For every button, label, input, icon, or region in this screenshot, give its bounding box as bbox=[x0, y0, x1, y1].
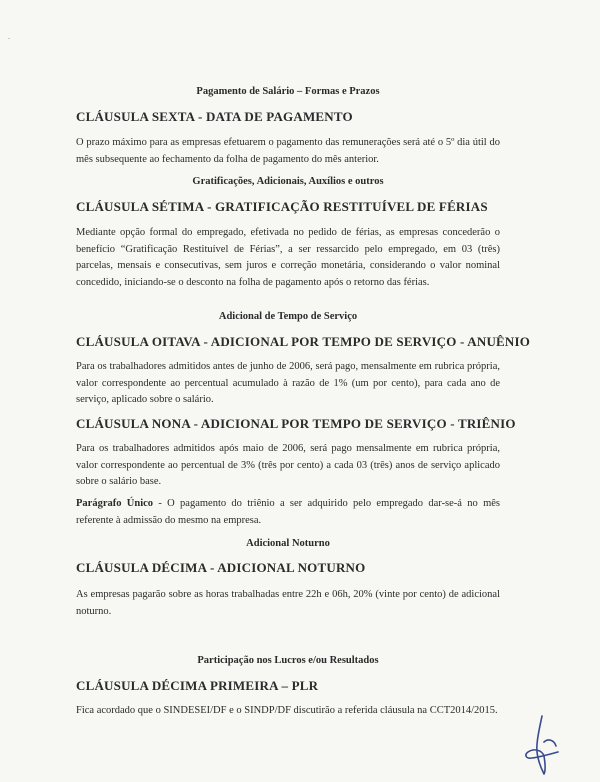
clause-9-title: CLÁUSULA NONA - ADICIONAL POR TEMPO DE SERVIÇO - TRIÊNIO bbox=[76, 416, 516, 431]
section-heading-gratifications: Gratificações, Adicionais, Auxílios e outros bbox=[192, 176, 384, 187]
clause-9-text: Para os trabalhadores admitidos após maio de 2006, será pago mensalmente em rubrica própria, valor correspondente ao percentual de 3% (três por cento) a cada 03 (três) anos de serviço aplicado sobre o salário base. bbox=[76, 443, 500, 487]
single-paragraph-label: Parágrafo Único bbox=[76, 498, 154, 509]
clause-7-text: Mediante opção formal do empregado, efetivada no pedido de férias, as empresas concederão o benefício “Gratificação Restituível de Férias”, a ser ressarcido pelo empregado, em 03 (três) parcelas, mensais e consecutivas, sem juros e correção monetária, considerando o valor nominal concedido, iniciando-se o desconto na folha de pagamento após o retorno das férias. bbox=[76, 227, 500, 288]
section-heading-profit-sharing: Participação nos Lucros e/ou Resultados bbox=[197, 655, 379, 666]
clause-8-text: Para os trabalhadores admitidos antes de junho de 2006, será pago, mensalmente em rubrica própria, valor correspondente ao percentual acumulado à razão de 1% (um por cento), para cada ano de serviço, aplicado sobre o salário. bbox=[76, 361, 500, 405]
clause-11-text: Fica acordado que o SINDESEI/DF e o SINDP/DF discutirão a referida cláusula na CCT2014/2015. bbox=[76, 705, 498, 716]
clause-8-title: CLÁUSULA OITAVA - ADICIONAL POR TEMPO DE SERVIÇO - ANUÊNIO bbox=[76, 334, 531, 349]
clause-10-text: As empresas pagarão sobre as horas trabalhadas entre 22h e 06h, 20% (vinte por cento) de adicional noturno. bbox=[76, 589, 500, 617]
clause-9-single-paragraph: Parágrafo Único - O pagamento do triênio a ser adquirido pelo empregado dar-se-á no mês referente à admissão do mesmo na empresa. bbox=[76, 498, 500, 526]
section-heading-salary: Pagamento de Salário – Formas e Prazos bbox=[196, 86, 380, 97]
clause-10-title: CLÁUSULA DÉCIMA - ADICIONAL NOTURNO bbox=[76, 560, 366, 575]
clause-7-title: CLÁUSULA SÉTIMA - GRATIFICAÇÃO RESTITUÍVEL DE FÉRIAS bbox=[76, 199, 488, 214]
clause-6-title: CLÁUSULA SEXTA - DATA DE PAGAMENTO bbox=[76, 109, 353, 124]
scan-mark: - bbox=[8, 36, 10, 42]
signature-initial bbox=[520, 712, 570, 778]
signature-stroke bbox=[526, 716, 558, 774]
clause-6-text: O prazo máximo para as empresas efetuarem o pagamento das remunerações será até o 5º dia útil do mês subsequente ao fechamento da folha de pagamento do mês anterior. bbox=[76, 137, 500, 165]
section-heading-night: Adicional Noturno bbox=[246, 538, 330, 549]
clause-11-title: CLÁUSULA DÉCIMA PRIMEIRA – PLR bbox=[76, 678, 319, 693]
section-heading-service-time: Adicional de Tempo de Serviço bbox=[218, 311, 358, 322]
